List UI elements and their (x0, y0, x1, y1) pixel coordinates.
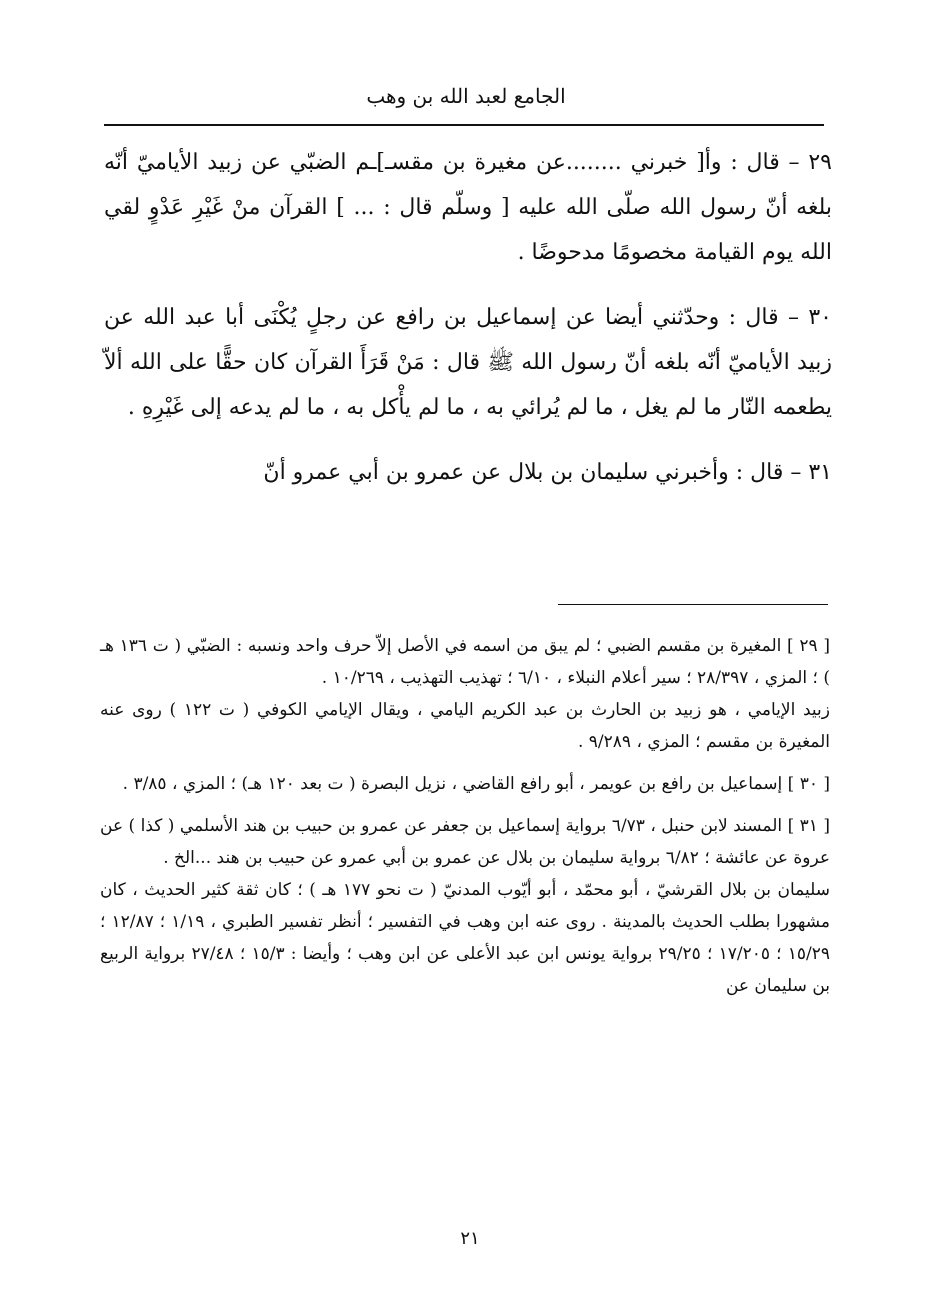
footnote-separator (558, 604, 828, 605)
footnotes (100, 630, 830, 1010)
hadith-31: ٣١ – قال : وأخبرني سليمان بن بلال عن عمرو بن أبي عمرو أنّ (263, 460, 832, 485)
footnote-29: [ ٢٩ ] المغيرة بن مقسم الضبي ؛ لم يبق من اسمه في الأصل إلاّ حرف واحد ونسبه : الضبّي ( ت ١٣٦ هـ ) ؛ المزي ، ٢٨/٣٩٧ ؛ سير أعلام النبلاء ، ٦/١٠ ؛ تهذيب التهذيب ، ١٠/٢٦٩ . (100, 636, 830, 688)
hadith-30: ٣٠ – قال : وحدّثني أيضا عن إسماعيل بن رافع عن رجلٍ يُكْنَى أبا عبد الله عن زبيد الأياميّ أنّه بلغه أنّ رسول الله ﷺ قال : مَنْ قَرَأَ القرآن كان حقًّا على الله ألاّ يطعمه النّار ما لم يغل ، ما لم يُرائي به ، ما لم يأْكل به ، ما لم يدعه إلى غَيْرِهِ . (104, 305, 832, 420)
hadith-29: ٢٩ – قال : وأ[ خبرني ........عن مغيرة بن مقسـ]ـم الضبّي عن زبيد الأياميّ أنّه بلغه أنّ رسول الله صلّى الله عليه [ وسلّم قال : ... ] القرآن منْ غَيْرِ عَدْوٍ لقي الله يوم القيامة مخصومًا مدحوضًا . (104, 150, 832, 265)
main-text (104, 140, 832, 515)
footnote-31: [ ٣١ ] المسند لابن حنبل ، ٦/٧٣ برواية إسماعيل بن جعفر عن عمرو بن حبيب بن هند الأسلمي ( كذا ) عن عروة عن عائشة ؛ ٦/٨٢ برواية سليمان بن بلال عن عمرو بن أبي عمرو عن حبيب بن هند ...الخ . (100, 816, 830, 868)
header-rule (104, 124, 824, 126)
footnote-29-zubayd: زبيد الإيامي ، هو زبيد بن الحارث بن عبد الكريم اليامي ، ويقال الإيامي الكوفي ( ت ١٢٢ ) روى عنه المغيرة بن مقسم ؛ المزي ، ٩/٢٨٩ . (100, 700, 830, 752)
running-header: الجامع لعبد الله بن وهب (366, 84, 566, 108)
page-number: ٢١ (460, 1228, 480, 1249)
footnote-31-sulayman: سليمان بن بلال القرشيّ ، أبو محمّد ، أبو أيّوب المدنيّ ( ت نحو ١٧٧ هـ ) ؛ كان ثقة كثير الحديث ، كان مشهورا بطلب الحديث بالمدينة . روى عنه ابن وهب في التفسير ؛ أنظر تفسير الطبري ، ١/١٩ ؛ ١٢/٨٧ ؛ ١٥/٢٩ ؛ ١٧/٢٠٥ ؛ ٢٩/٢٥ برواية يونس ابن عبد الأعلى عن ابن وهب ؛ وأيضا : ١٥/٣ ؛ ٢٧/٤٨ برواية الربيع بن سليمان عن (100, 880, 830, 996)
footnote-30: [ ٣٠ ] إسماعيل بن رافع بن عويمر ، أبو رافع القاضي ، نزيل البصرة ( ت بعد ١٢٠ هـ) ؛ المزي ، ٣/٨٥ . (122, 774, 830, 794)
